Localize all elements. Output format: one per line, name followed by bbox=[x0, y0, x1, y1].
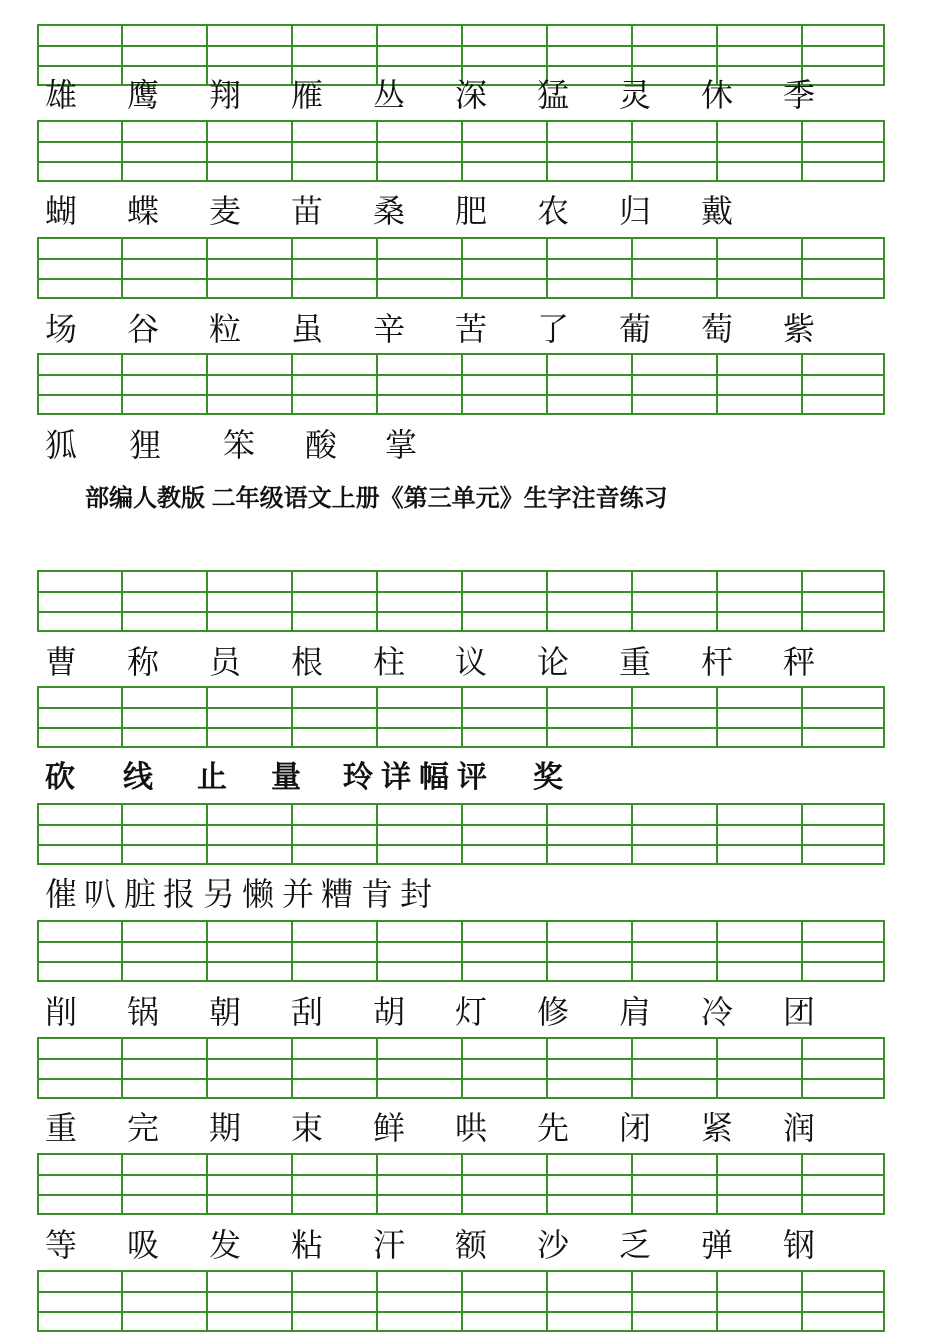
grid-column-divider bbox=[546, 1272, 548, 1330]
character-row bbox=[45, 756, 905, 800]
grid-column-divider bbox=[291, 688, 293, 746]
grid-column-divider bbox=[121, 355, 123, 413]
hanzi-character: 蝴 bbox=[45, 192, 78, 230]
pinyin-writing-grid bbox=[37, 237, 885, 299]
grid-column-divider bbox=[461, 1272, 463, 1330]
hanzi-character: 粘 bbox=[291, 1226, 324, 1264]
hanzi-character: 肯 bbox=[361, 875, 394, 913]
grid-column-divider bbox=[631, 355, 633, 413]
hanzi-character: 灯 bbox=[455, 993, 488, 1031]
hanzi-character: 苗 bbox=[291, 192, 324, 230]
hanzi-character: 季 bbox=[783, 76, 816, 114]
character-row bbox=[45, 872, 905, 916]
grid-column-divider bbox=[631, 922, 633, 980]
grid-column-divider bbox=[461, 239, 463, 297]
hanzi-character: 叭 bbox=[84, 875, 117, 913]
hanzi-character: 称 bbox=[127, 643, 160, 681]
hanzi-character: 丛 bbox=[373, 76, 406, 114]
character-row bbox=[45, 423, 905, 467]
grid-column-divider bbox=[631, 1272, 633, 1330]
grid-column-divider bbox=[376, 239, 378, 297]
hanzi-character: 员 bbox=[209, 643, 242, 681]
hanzi-character: 议 bbox=[455, 643, 488, 681]
grid-column-divider bbox=[546, 239, 548, 297]
pinyin-writing-grid bbox=[37, 120, 885, 182]
hanzi-character: 完 bbox=[127, 1109, 160, 1147]
hanzi-character: 线 bbox=[123, 760, 153, 795]
grid-column-divider bbox=[716, 1039, 718, 1097]
hanzi-character: 重 bbox=[45, 1109, 78, 1147]
hanzi-character: 哄 bbox=[455, 1109, 488, 1147]
hanzi-character: 团 bbox=[783, 993, 816, 1031]
grid-column-divider bbox=[121, 572, 123, 630]
hanzi-character: 酸 bbox=[305, 426, 338, 464]
hanzi-character: 柱 bbox=[373, 643, 406, 681]
grid-column-divider bbox=[716, 239, 718, 297]
hanzi-character: 肥 bbox=[455, 192, 488, 230]
hanzi-character: 催 bbox=[45, 875, 78, 913]
hanzi-character: 农 bbox=[537, 192, 570, 230]
hanzi-character: 止 bbox=[197, 760, 227, 795]
hanzi-character: 雄 bbox=[45, 76, 78, 114]
grid-column-divider bbox=[291, 572, 293, 630]
grid-column-divider bbox=[121, 1155, 123, 1213]
grid-column-divider bbox=[631, 688, 633, 746]
grid-column-divider bbox=[206, 805, 208, 863]
grid-column-divider bbox=[546, 355, 548, 413]
grid-column-divider bbox=[376, 122, 378, 180]
hanzi-character: 虽 bbox=[291, 310, 324, 348]
grid-column-divider bbox=[291, 1155, 293, 1213]
hanzi-character: 深 bbox=[455, 76, 488, 114]
grid-column-divider bbox=[801, 572, 803, 630]
hanzi-character: 桑 bbox=[373, 192, 406, 230]
grid-column-divider bbox=[291, 1272, 293, 1330]
hanzi-character: 苦 bbox=[455, 310, 488, 348]
hanzi-character: 论 bbox=[537, 643, 570, 681]
grid-column-divider bbox=[546, 572, 548, 630]
grid-column-divider bbox=[461, 1039, 463, 1097]
grid-column-divider bbox=[461, 922, 463, 980]
hanzi-character: 并 bbox=[282, 875, 315, 913]
grid-column-divider bbox=[376, 1155, 378, 1213]
pinyin-writing-grid bbox=[37, 1270, 885, 1332]
hanzi-character: 另 bbox=[203, 875, 236, 913]
pinyin-writing-grid bbox=[37, 353, 885, 415]
pinyin-writing-grid bbox=[37, 920, 885, 982]
grid-column-divider bbox=[291, 239, 293, 297]
hanzi-character: 胡 bbox=[373, 993, 406, 1031]
hanzi-character: 封 bbox=[400, 875, 433, 913]
grid-column-divider bbox=[631, 1155, 633, 1213]
grid-column-divider bbox=[206, 239, 208, 297]
grid-column-divider bbox=[376, 1039, 378, 1097]
hanzi-character: 雁 bbox=[291, 76, 324, 114]
hanzi-character: 重 bbox=[619, 643, 652, 681]
hanzi-character: 蝶 bbox=[127, 192, 160, 230]
grid-column-divider bbox=[206, 922, 208, 980]
hanzi-character: 砍 bbox=[45, 760, 75, 795]
grid-column-divider bbox=[801, 1039, 803, 1097]
grid-column-divider bbox=[546, 1039, 548, 1097]
grid-column-divider bbox=[716, 688, 718, 746]
grid-column-divider bbox=[801, 805, 803, 863]
grid-column-divider bbox=[121, 239, 123, 297]
hanzi-character: 吸 bbox=[127, 1226, 160, 1264]
grid-column-divider bbox=[206, 122, 208, 180]
pinyin-writing-grid bbox=[37, 803, 885, 865]
hanzi-character: 杆 bbox=[701, 643, 734, 681]
character-row bbox=[45, 640, 905, 684]
hanzi-character: 萄 bbox=[701, 310, 734, 348]
grid-column-divider bbox=[206, 355, 208, 413]
grid-column-divider bbox=[801, 239, 803, 297]
grid-column-divider bbox=[376, 922, 378, 980]
hanzi-character: 曹 bbox=[45, 643, 78, 681]
grid-column-divider bbox=[121, 922, 123, 980]
hanzi-character: 根 bbox=[291, 643, 324, 681]
pinyin-writing-grid bbox=[37, 1037, 885, 1099]
grid-column-divider bbox=[461, 122, 463, 180]
hanzi-character: 等 bbox=[45, 1226, 78, 1264]
grid-column-divider bbox=[206, 1039, 208, 1097]
grid-column-divider bbox=[121, 688, 123, 746]
grid-column-divider bbox=[376, 572, 378, 630]
hanzi-character: 朝 bbox=[209, 993, 242, 1031]
hanzi-character: 发 bbox=[209, 1226, 242, 1264]
hanzi-character: 辛 bbox=[373, 310, 406, 348]
page-title: 部编人教版 二年级语文上册《第三单元》生字注音练习 bbox=[85, 485, 668, 512]
hanzi-character: 狐 bbox=[45, 426, 78, 464]
grid-column-divider bbox=[376, 355, 378, 413]
grid-column-divider bbox=[206, 1272, 208, 1330]
hanzi-character: 钢 bbox=[783, 1226, 816, 1264]
hanzi-character: 狸 bbox=[129, 426, 162, 464]
grid-column-divider bbox=[716, 1155, 718, 1213]
grid-column-divider bbox=[631, 805, 633, 863]
grid-column-divider bbox=[376, 688, 378, 746]
grid-column-divider bbox=[291, 122, 293, 180]
grid-column-divider bbox=[631, 239, 633, 297]
hanzi-character: 刮 bbox=[291, 993, 324, 1031]
grid-column-divider bbox=[801, 122, 803, 180]
character-row bbox=[45, 1106, 905, 1150]
hanzi-character: 场 bbox=[45, 310, 78, 348]
grid-column-divider bbox=[461, 1155, 463, 1213]
hanzi-character: 秤 bbox=[783, 643, 816, 681]
hanzi-character: 鹰 bbox=[127, 76, 160, 114]
hanzi-character: 闭 bbox=[619, 1109, 652, 1147]
hanzi-character: 麦 bbox=[209, 192, 242, 230]
grid-column-divider bbox=[631, 122, 633, 180]
hanzi-character: 修 bbox=[537, 993, 570, 1031]
grid-column-divider bbox=[716, 355, 718, 413]
grid-column-divider bbox=[546, 122, 548, 180]
hanzi-character: 猛 bbox=[537, 76, 570, 114]
grid-column-divider bbox=[546, 805, 548, 863]
grid-column-divider bbox=[801, 355, 803, 413]
grid-column-divider bbox=[121, 1039, 123, 1097]
hanzi-character: 了 bbox=[537, 310, 570, 348]
hanzi-character: 削 bbox=[45, 993, 78, 1031]
hanzi-character: 评 bbox=[457, 760, 487, 795]
hanzi-character: 幅 bbox=[419, 760, 449, 795]
grid-column-divider bbox=[291, 922, 293, 980]
hanzi-character: 润 bbox=[783, 1109, 816, 1147]
hanzi-character: 休 bbox=[701, 76, 734, 114]
hanzi-character: 量 bbox=[271, 760, 301, 795]
hanzi-character: 紧 bbox=[701, 1109, 734, 1147]
grid-column-divider bbox=[716, 805, 718, 863]
hanzi-character: 归 bbox=[619, 192, 652, 230]
hanzi-character: 肩 bbox=[619, 993, 652, 1031]
grid-column-divider bbox=[376, 1272, 378, 1330]
grid-column-divider bbox=[121, 805, 123, 863]
grid-column-divider bbox=[801, 688, 803, 746]
hanzi-character: 葡 bbox=[619, 310, 652, 348]
grid-column-divider bbox=[801, 922, 803, 980]
character-row bbox=[45, 1223, 905, 1267]
grid-column-divider bbox=[206, 688, 208, 746]
hanzi-character: 谷 bbox=[127, 310, 160, 348]
grid-column-divider bbox=[206, 1155, 208, 1213]
hanzi-character: 翔 bbox=[209, 76, 242, 114]
character-row bbox=[45, 307, 905, 351]
hanzi-character: 掌 bbox=[385, 426, 418, 464]
hanzi-character: 先 bbox=[537, 1109, 570, 1147]
hanzi-character: 束 bbox=[291, 1109, 324, 1147]
grid-column-divider bbox=[801, 1272, 803, 1330]
character-row bbox=[45, 990, 905, 1034]
hanzi-character: 锅 bbox=[127, 993, 160, 1031]
grid-column-divider bbox=[121, 1272, 123, 1330]
grid-column-divider bbox=[376, 805, 378, 863]
hanzi-character: 紫 bbox=[783, 310, 816, 348]
hanzi-character: 脏 bbox=[124, 875, 157, 913]
hanzi-character: 弹 bbox=[701, 1226, 734, 1264]
grid-column-divider bbox=[631, 1039, 633, 1097]
hanzi-character: 额 bbox=[455, 1226, 488, 1264]
grid-column-divider bbox=[121, 122, 123, 180]
pinyin-writing-grid bbox=[37, 570, 885, 632]
pinyin-writing-grid bbox=[37, 1153, 885, 1215]
hanzi-character: 戴 bbox=[701, 192, 734, 230]
character-row bbox=[45, 189, 905, 233]
hanzi-character: 玲 bbox=[343, 760, 373, 795]
grid-column-divider bbox=[291, 805, 293, 863]
grid-column-divider bbox=[206, 572, 208, 630]
grid-column-divider bbox=[546, 1155, 548, 1213]
grid-column-divider bbox=[461, 805, 463, 863]
hanzi-character: 汗 bbox=[373, 1226, 406, 1264]
grid-column-divider bbox=[546, 688, 548, 746]
hanzi-character: 沙 bbox=[537, 1226, 570, 1264]
hanzi-character: 灵 bbox=[619, 76, 652, 114]
grid-column-divider bbox=[546, 922, 548, 980]
hanzi-character: 懒 bbox=[242, 875, 275, 913]
grid-column-divider bbox=[461, 572, 463, 630]
hanzi-character: 奖 bbox=[533, 760, 563, 795]
hanzi-character: 乏 bbox=[619, 1226, 652, 1264]
hanzi-character: 鲜 bbox=[373, 1109, 406, 1147]
hanzi-character: 冷 bbox=[701, 993, 734, 1031]
grid-column-divider bbox=[291, 1039, 293, 1097]
grid-column-divider bbox=[716, 122, 718, 180]
pinyin-writing-grid bbox=[37, 686, 885, 748]
grid-column-divider bbox=[801, 1155, 803, 1213]
character-row bbox=[45, 73, 905, 117]
hanzi-character: 粒 bbox=[209, 310, 242, 348]
grid-column-divider bbox=[631, 572, 633, 630]
grid-column-divider bbox=[461, 355, 463, 413]
grid-column-divider bbox=[716, 922, 718, 980]
grid-column-divider bbox=[716, 1272, 718, 1330]
hanzi-character: 报 bbox=[163, 875, 196, 913]
hanzi-character: 期 bbox=[209, 1109, 242, 1147]
grid-column-divider bbox=[291, 355, 293, 413]
grid-column-divider bbox=[716, 572, 718, 630]
hanzi-character: 详 bbox=[381, 760, 411, 795]
hanzi-character: 笨 bbox=[223, 426, 256, 464]
grid-column-divider bbox=[461, 688, 463, 746]
hanzi-character: 糟 bbox=[321, 875, 354, 913]
